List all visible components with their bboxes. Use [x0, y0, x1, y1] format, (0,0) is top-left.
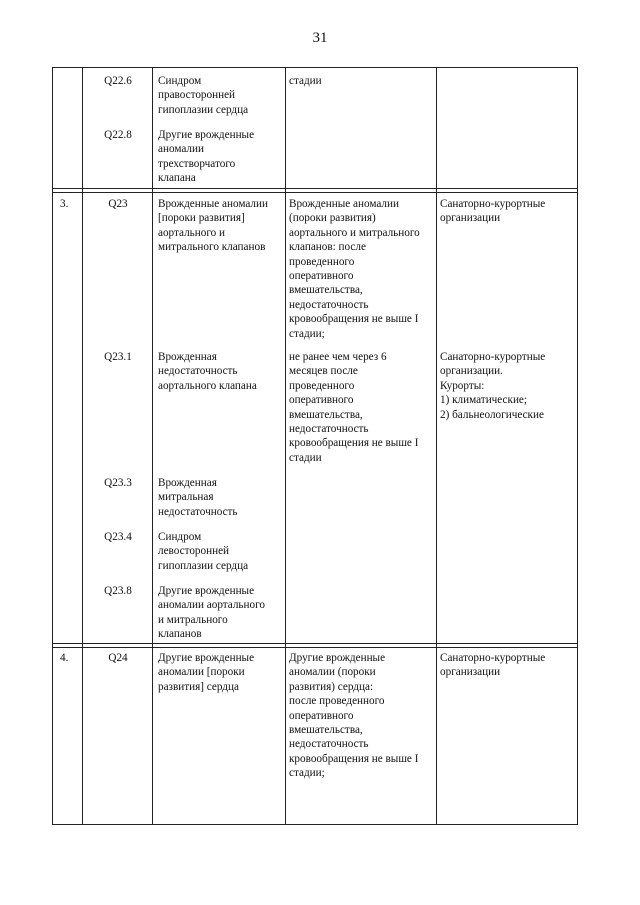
diagnosis-name: Врожденная недостаточность аортального клапана [158, 351, 257, 392]
table-border-top [52, 67, 578, 68]
code-cell: Q22.6 [104, 75, 132, 87]
page-number: 31 [312, 30, 328, 46]
table-border-left [52, 67, 53, 825]
row-number: 3. [60, 198, 69, 210]
organization-text: Санаторно-курортные организации. Курорты: 1) климатические; 2) бальнеологические [440, 351, 546, 421]
diagnosis-name: Другие врожденные аномалии аортального и митрального клапанов [158, 585, 266, 641]
organization-text: Санаторно-курортные организации [440, 652, 546, 679]
row-divider [52, 188, 578, 189]
code-cell: Q23.8 [104, 585, 132, 597]
condition-text: Врожденные аномалии (пороки развития) аортального и митрального клапанов: после проведенного оперативного вмешательства, недостаточность кровообращения не выше I стадии; [289, 198, 420, 340]
diagnosis-name: Синдром левосторонней гипоплазии сердца [158, 531, 249, 572]
table-border-right [577, 67, 578, 825]
code-cell: Q23 [108, 198, 128, 210]
condition-text: стадии [289, 75, 322, 87]
column-divider [152, 67, 153, 825]
row-divider [52, 647, 578, 648]
code-cell: Q23.1 [104, 351, 132, 363]
condition-text: Другие врожденные аномалии (пороки развития) сердца: после проведенного оперативного вмешательства, недостаточность кровообращения не выше I стадии; [289, 652, 419, 780]
diagnosis-name: Другие врожденные аномалии трехстворчатого клапана [158, 129, 255, 185]
code-cell: Q23.3 [104, 477, 132, 489]
code-cell: Q22.8 [104, 129, 132, 141]
diagnosis-name: Синдром правосторонней гипоплазии сердца [158, 75, 249, 116]
code-cell: Q24 [108, 652, 128, 664]
column-divider [285, 67, 286, 825]
organization-text: Санаторно-курортные организации [440, 198, 546, 225]
code-cell: Q23.4 [104, 531, 132, 543]
row-number: 4. [60, 652, 69, 664]
diagnosis-name: Врожденные аномалии [пороки развития] аортального и митрального клапанов [158, 198, 268, 254]
diagnosis-name: Другие врожденные аномалии [пороки развития] сердца [158, 652, 255, 693]
column-divider [436, 67, 437, 825]
disease-table [52, 67, 578, 825]
row-divider [52, 192, 578, 193]
condition-text: не ранее чем через 6 месяцев после проведенного оперативного вмешательства, недостаточность кровообращения не выше I стадии [289, 351, 419, 464]
diagnosis-name: Врожденная митральная недостаточность [158, 477, 238, 518]
column-divider [82, 67, 83, 825]
row-divider [52, 643, 578, 644]
table-border-bottom [52, 824, 578, 825]
